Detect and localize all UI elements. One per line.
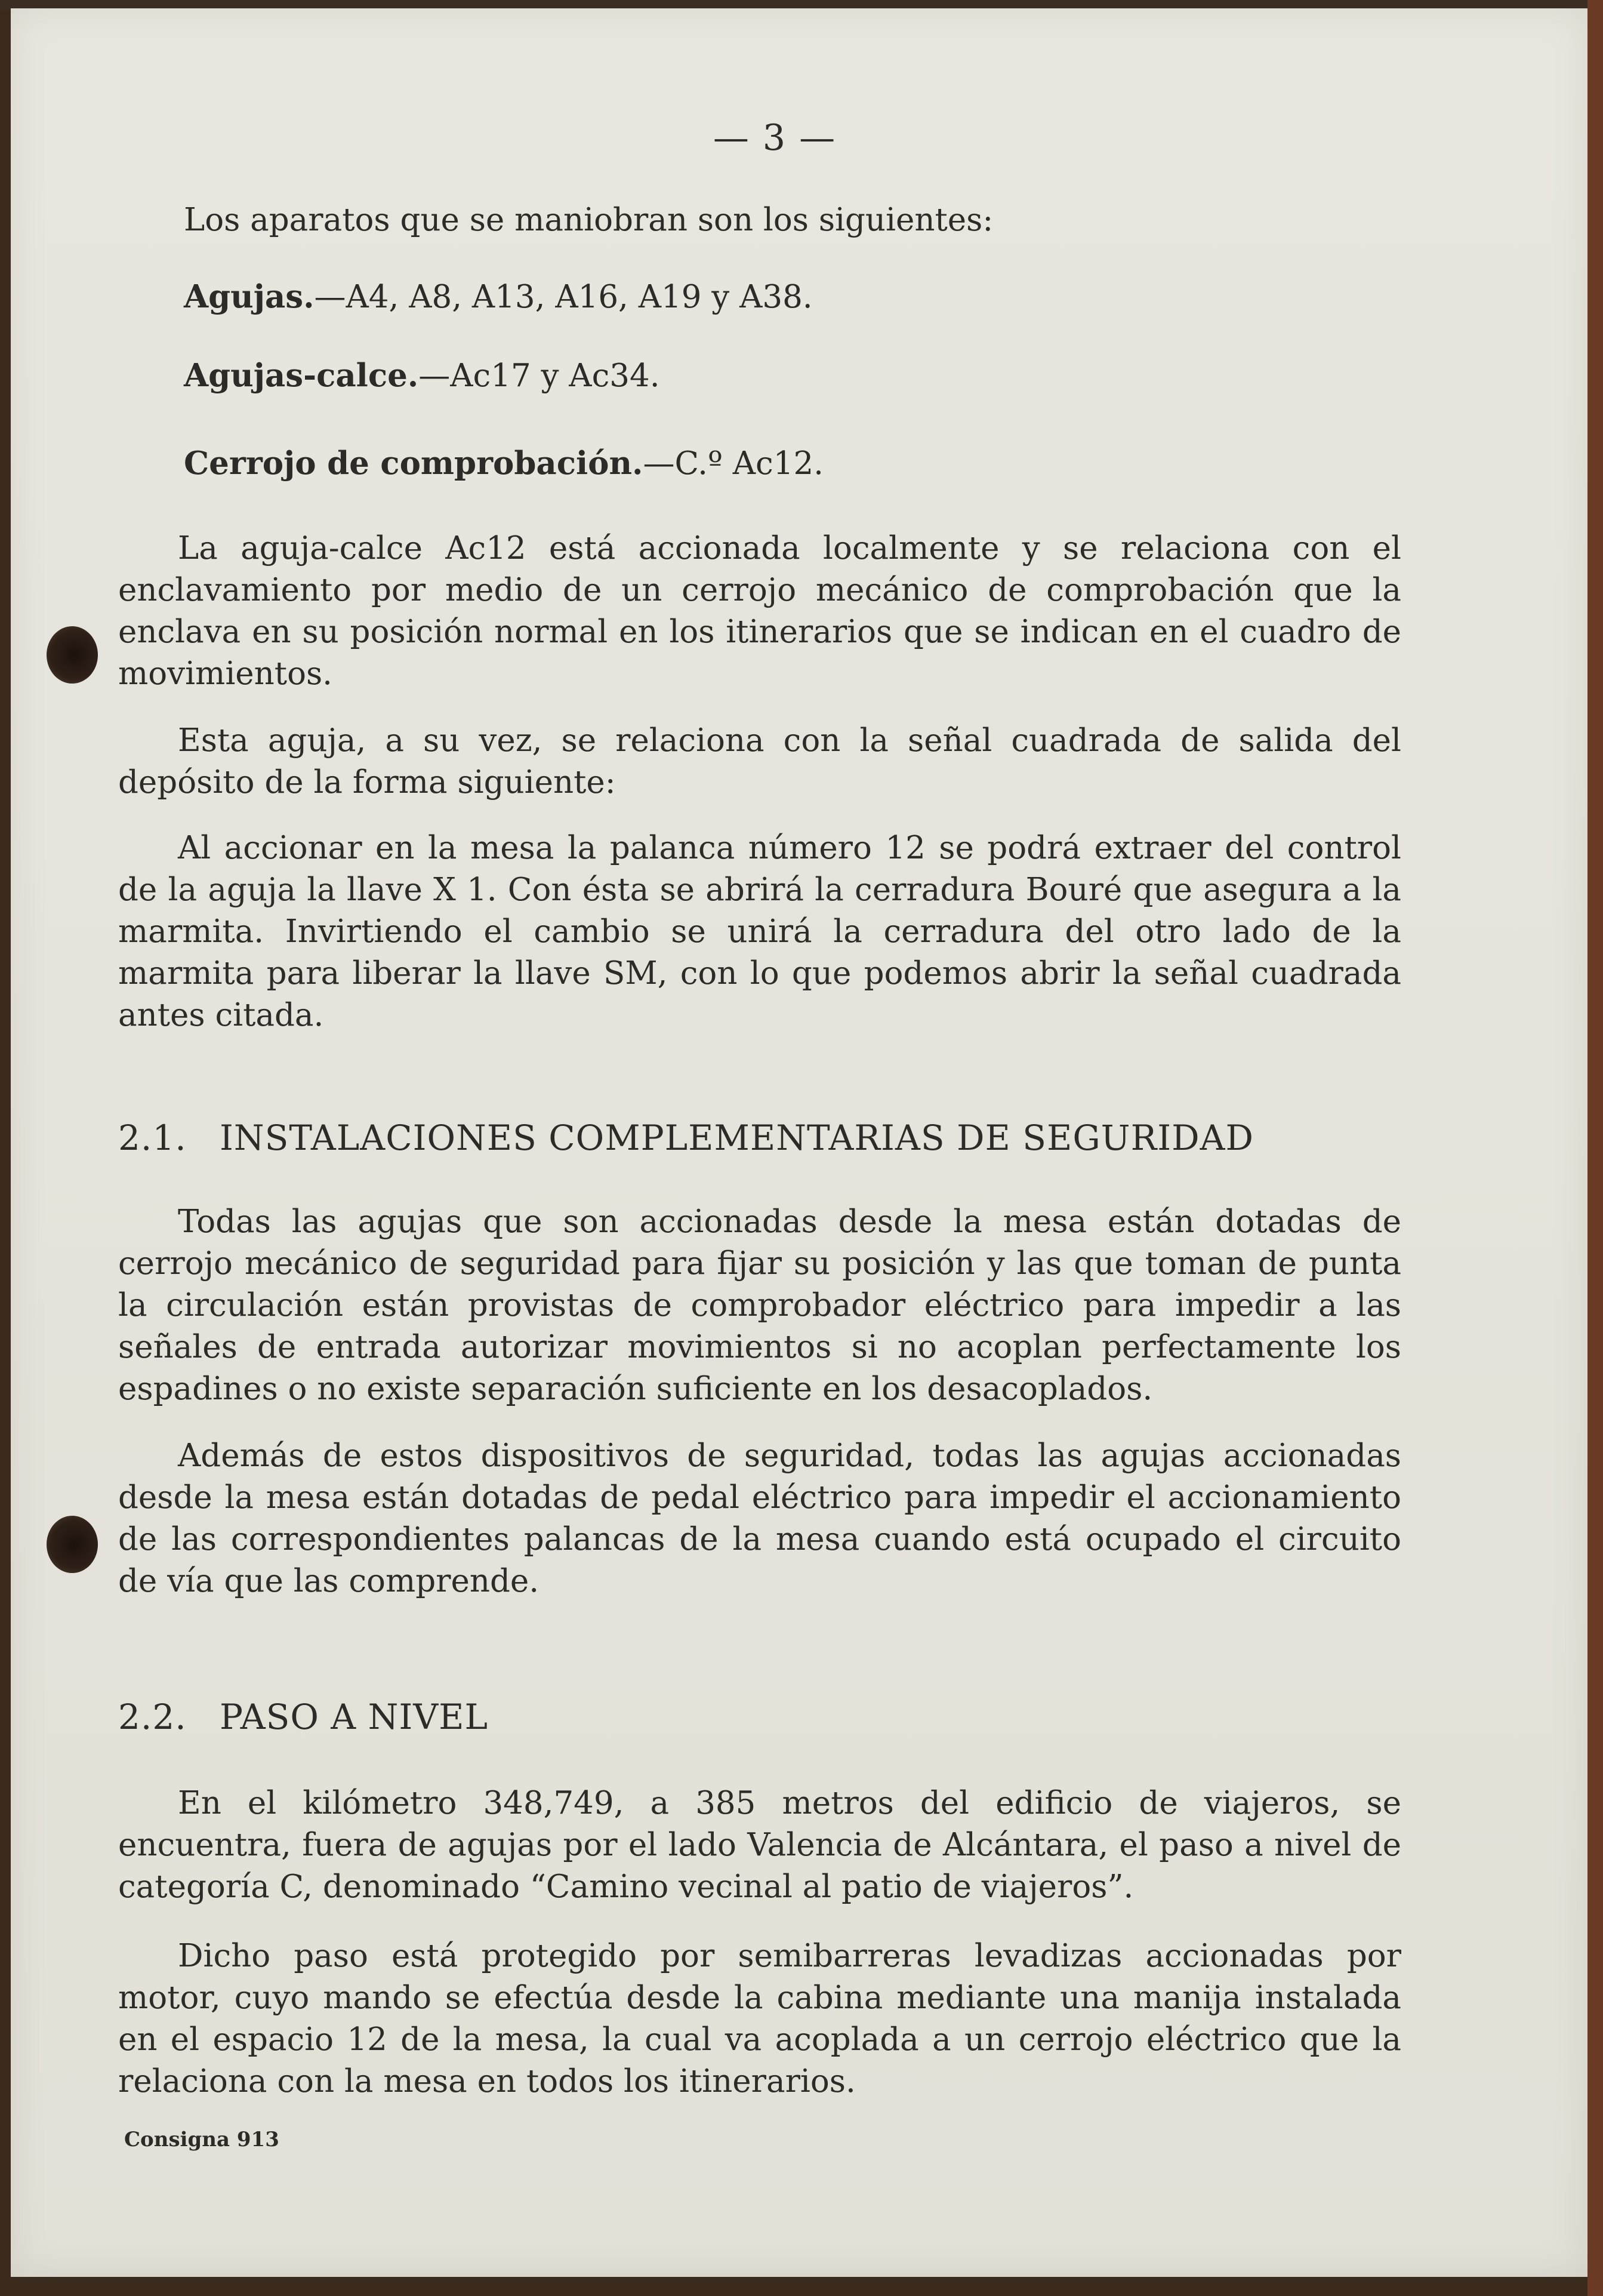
list-item-agujas [184,276,813,318]
section-number: 2.1. [118,1118,187,1158]
scan-edge-right [1587,0,1603,2296]
paragraph-kilometro: En el kilómetro 348,749, a 385 metros del edificio de viajeros, se encuentra, fuera de agujas por el lado Valencia de Alcántara, el paso a nivel de categoría C, denominado “Camino vecinal al patio de viajeros”. [118,1785,1401,1905]
page-number: — 3 — [713,117,837,159]
list-label: Agujas. [184,278,315,315]
document-page [11,8,1587,2277]
paragraph-esta-aguja: Esta aguja, a su vez, se relaciona con la señal cuadrada de salida del depósito de la forma siguiente: [118,722,1401,801]
paragraph-al-accionar: Al accionar en la mesa la palanca número 12 se podrá extraer del control de la aguja la llave X 1. Con ésta se abrirá la cerradura Bouré que asegura a la marmita. Invirtiendo el cambio se unirá la cerradura del otro lado de la marmita para liberar la llave SM, con lo que podemos abrir la señal cuadrada antes citada. [118,830,1401,1033]
page-content [11,8,1587,2277]
paragraph-dicho-paso: Dicho paso está protegido por semibarreras levadizas accionadas por motor, cuyo mando se efectúa desde la cabina mediante una manija instalada en el espacio 12 de la mesa, la cual va acoplada a un cerrojo eléctrico que la relaciona con la mesa en todos los itinerarios. [118,1938,1401,2100]
intro-line: Los aparatos que se maniobran son los siguientes: [184,202,994,238]
list-item-cerrojo [184,442,824,485]
section-title: PASO A NIVEL [220,1697,489,1737]
list-label: Agujas-calce. [184,357,419,394]
list-label: Cerrojo de comprobación. [184,445,643,482]
section-title: INSTALACIONES COMPLEMENTARIAS DE SEGURIDAD [220,1118,1254,1158]
list-value: —A4, A8, A13, A16, A19 y A38. [314,279,813,315]
list-value: —Ac17 y Ac34. [418,358,660,394]
list-value: —C.º Ac12. [643,445,824,482]
list-item-agujas-calce [184,355,660,397]
paragraph-ademas: Además de estos dispositivos de seguridad, todas las agujas accionadas desde la mesa están dotadas de pedal eléctrico para impedir el accionamiento de las correspondientes palancas de la mesa cuando está ocupado el circuito de vía que las comprende. [118,1438,1401,1599]
paragraph-todas-las-agujas: Todas las agujas que son accionadas desde la mesa están dotadas de cerrojo mecánico de seguridad para fijar su posición y las que toman de punta la circulación están provistas de comprobador eléctrico para impedir a las señales de entrada autorizar movimientos si no acoplan perfectamente los espadines o no existe separación suficiente en los desacoplados. [118,1204,1401,1407]
paragraph-aguja-calce: La aguja-calce Ac12 está accionada localmente y se relaciona con el enclavamiento por medio de un cerrojo mecánico de comprobación que la enclava en su posición normal en los itinerarios que se indican en el cuadro de movimientos. [118,530,1401,692]
section-number: 2.2. [118,1697,187,1737]
section-heading-2-1 [118,1114,1254,1162]
section-heading-2-2 [118,1693,488,1741]
footer-consigna: Consigna 913 [124,2128,279,2152]
